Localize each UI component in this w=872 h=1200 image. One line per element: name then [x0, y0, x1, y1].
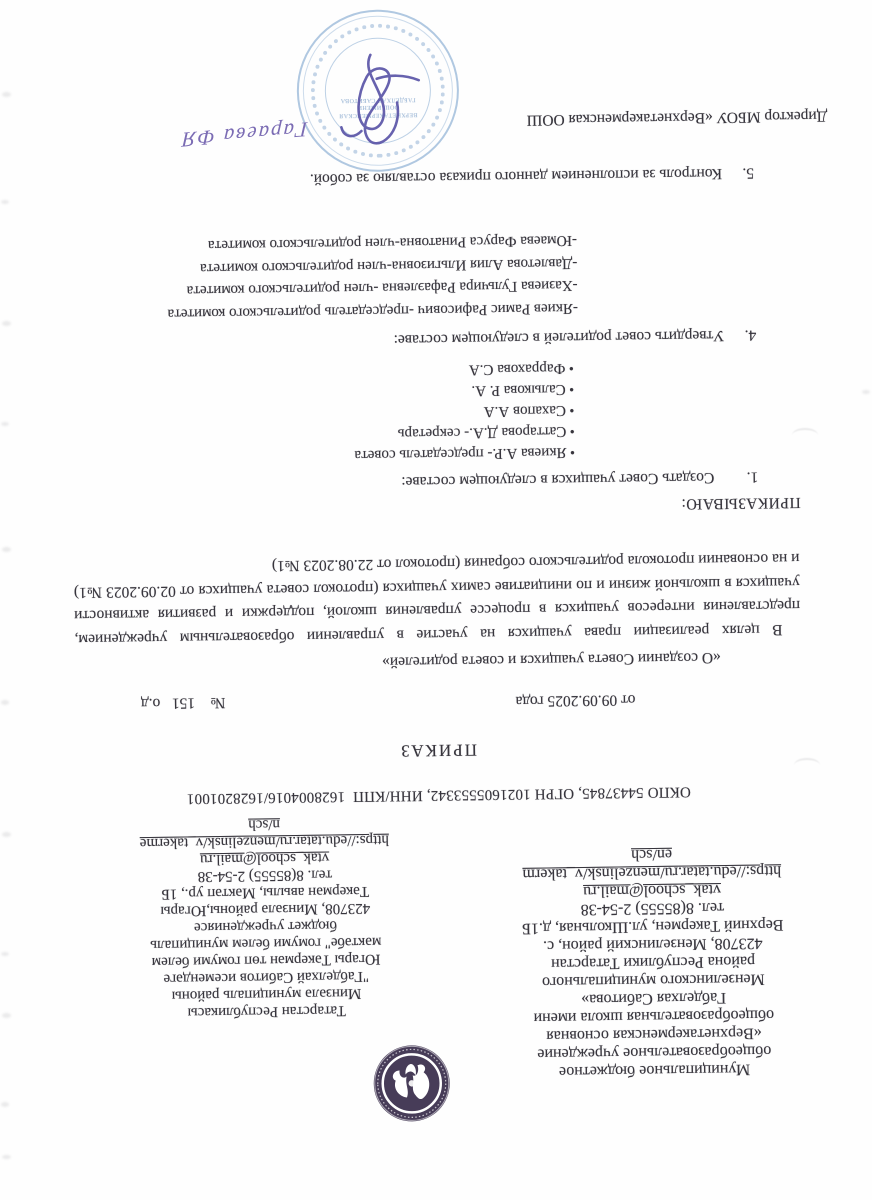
signature-title-line: Директор МБОУ «Верхнетакерменская ООШ	[526, 107, 828, 129]
scan-smudge	[1, 422, 9, 426]
letterhead-line: общеобразовательное учреждение	[537, 1042, 772, 1063]
scan-smudge	[1, 1102, 9, 1107]
order-item-4	[394, 326, 757, 349]
order-item-1	[401, 467, 758, 490]
list-item: • Сахапов А.А	[354, 399, 575, 423]
scan-mark	[794, 758, 820, 772]
scan-smudge	[862, 390, 870, 394]
letterhead-line: тел. 8(85555) 2-54-38	[580, 899, 725, 919]
order-date: от 09.09.2025 года	[515, 691, 636, 710]
letterhead-tt-column	[95, 813, 436, 1022]
letterhead-line: Муниципальное бюджетное	[558, 1060, 751, 1081]
scan-smudge	[2, 547, 11, 552]
scan-smudge	[1, 952, 9, 956]
letterhead-line: "Габделхай Сабитов исемендәге	[163, 967, 370, 987]
scan-smudge	[1, 200, 9, 204]
list-item: • Фаррахова С.А	[353, 357, 574, 381]
director-signature-ink	[308, 44, 428, 168]
item-text: Утвердить совет родителей в следующем составе:	[393, 326, 725, 349]
order-subject: «О создании Совета учащихся и совета родителей»	[381, 649, 721, 671]
list-item: -Юмаева Фаруса Ринатовна-член родительского комитета	[207, 232, 578, 254]
letterhead-url: https://edu.tatar.ru/menzelinsk/v_takerm	[522, 862, 782, 883]
letterhead-url-cont: n/sch	[248, 816, 281, 833]
scan-smudge	[1, 700, 9, 705]
letterhead-line: района Республики Татарстан	[551, 952, 756, 973]
parent-council-list	[166, 229, 578, 325]
item-number: 4.	[744, 326, 757, 344]
letterhead-email: vtak_school@mail.ru	[199, 849, 330, 868]
student-council-list	[353, 357, 575, 465]
order-preamble: В целях реализации права учащихся на участие в управлении образовательным учреждением, представления интересов учащихся в процессе управления школой, поддержки и развития активности учащихся в школьной жизни и по инициативе самих учащихся (протокол совета учащихся от 02.09.2023 №1) и на основании протокола родительского собрания (протокол от 22.08.2023 №1)	[73, 550, 801, 649]
list-item: -Якиев Рамис Рафисович -председатель родительского комитета	[167, 299, 579, 322]
item-number: 5.	[742, 164, 755, 182]
letterhead-line: 423708, Мензелинский район, с.	[542, 934, 763, 955]
letterhead-line: 423708, Минзәлә районы,Югары	[160, 899, 371, 919]
scan-smudge	[2, 1155, 11, 1159]
list-item: • Салыкова Р. А.	[353, 378, 574, 402]
letterhead-line: Югары Тәкермән төп гомуми белем	[151, 950, 381, 971]
letterhead-line: тел. 8(85555) 2-54-38	[197, 866, 333, 885]
list-item: -Хазиева Гульчира Рафаэлевна -член родительского комитета	[186, 277, 578, 299]
letterhead-email: vtak_school@mail.ru	[583, 881, 722, 900]
requisites-line: ОКПО 54437845, ОГРН 1021605553342, ИНН/КПП 1628004016/1628201001	[186, 783, 691, 807]
stamp-text-line: ООШ ИМЕНИ	[357, 103, 400, 111]
list-item: • Саттарова Д.А.- секретарь	[354, 420, 575, 444]
letterhead-line: мәктәбе" гомуми белем муниципаль	[150, 933, 382, 954]
item-text: Создать Совет учащихся в следующем составе:	[401, 469, 715, 491]
handwritten-surname: Гараева ФЯ	[179, 117, 308, 153]
school-emblem-icon	[372, 1044, 451, 1123]
stamp-text-line: ВЕРХНЕТАКЕРМЕНСКАЯ	[338, 111, 418, 119]
decree-word: ПРИКАЗЫВАЮ:	[680, 493, 801, 513]
letterhead-line: Верхний Такермен, ул.Школьная, д.1Б	[521, 916, 784, 937]
letterhead-ru-column	[447, 842, 858, 1082]
scan-smudge	[2, 321, 11, 326]
letterhead-line: Минзәлә муниципаль районы	[171, 985, 362, 1004]
order-number: № 151 о.д	[140, 693, 226, 713]
letterhead-url-cont: en/sch	[631, 845, 673, 864]
scan-smudge	[2, 832, 11, 837]
letterhead-line: «Верхнетакерменская основная	[546, 1024, 762, 1045]
letterhead-line: Татарстан Республикасы	[187, 1002, 346, 1021]
item-number: 1.	[746, 468, 759, 486]
item-text: Контроль за исполнением данного приказа оставляю за собой.	[309, 164, 723, 188]
letterhead-line: Тәкермән авылы, Мәктәп ур., 1Б	[161, 882, 370, 902]
letterhead-line: Мензелинского муниципального	[541, 970, 765, 991]
list-item: • Якиева А.Р.- председатель совета	[354, 441, 575, 465]
letterhead-line: бюджет учреждениясе	[193, 917, 338, 936]
scan-mark	[792, 428, 818, 442]
stamp-text-line: ГАБДЕЛХАЯ САБИТОВА	[340, 96, 416, 104]
letterhead-url: https://edu.tatar.ru/menzelinsk/v_takerme	[139, 831, 390, 852]
letterhead-line: Габделхая Сабитова»	[581, 988, 727, 1009]
order-title: ПРИКАЗ	[399, 740, 478, 761]
scan-smudge	[2, 92, 11, 97]
scan-smudge	[2, 1013, 11, 1018]
list-item: -Давлетова Алия Ильгизовна-член родительского комитета	[199, 254, 578, 277]
letterhead-line: общеобразовательная школа имени	[533, 1006, 775, 1027]
